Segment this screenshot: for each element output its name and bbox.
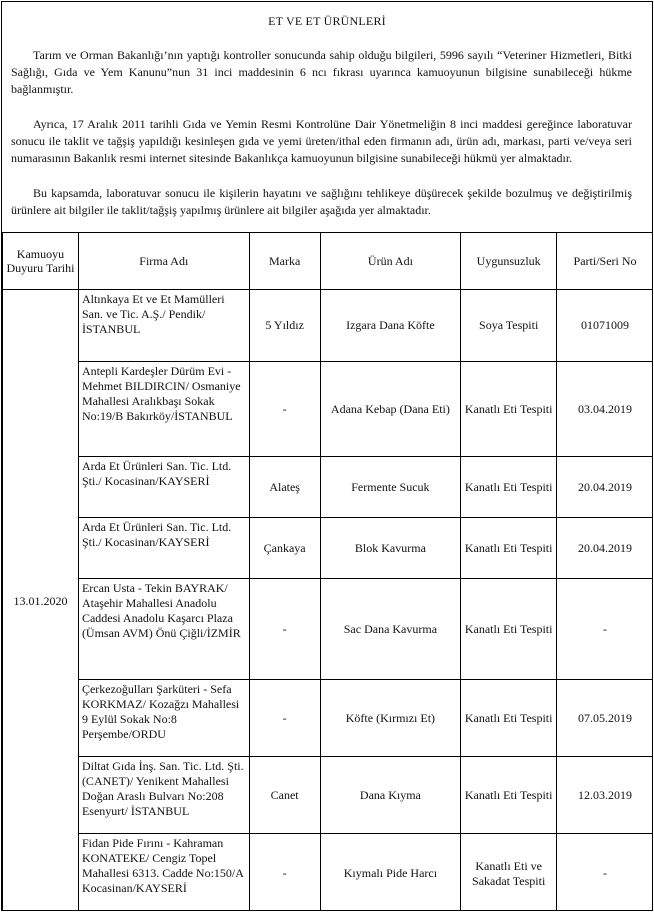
firm-name: Çerkezoğulları Şarküteri - Sefa KORKMAZ/ Kozağzı Mahallesi 9 Eylül Sokak No:8 Perşembe/ORDU — [78, 680, 249, 757]
product-name: Köfte (Kırmızı Et) — [320, 680, 461, 757]
header-issue: Uygunsuzluk — [461, 233, 557, 290]
document-page — [1, 1, 653, 911]
firm-name: Arda Et Ürünleri San. Tic. Ltd. Şti./ Kocasinan/KAYSERİ — [78, 518, 249, 579]
lot-number: 07.05.2019 — [557, 680, 653, 757]
brand: - — [249, 362, 320, 457]
product-name: Sac Dana Kavurma — [320, 579, 461, 680]
product-name: Blok Kavurma — [320, 518, 461, 579]
lot-number: 20.04.2019 — [557, 457, 653, 518]
product-name: Adana Kebap (Dana Eti) — [320, 362, 461, 457]
nonconformity: Kanatlı Eti Tespiti — [461, 757, 557, 834]
nonconformity: Kanatlı Eti Tespiti — [461, 518, 557, 579]
lot-number: - — [557, 579, 653, 680]
table-row — [3, 757, 654, 834]
paragraph-regulation: Ayrıca, 17 Aralık 2011 tarihli Gıda ve Yemin Resmi Kontrolüne Dair Yönetmeliğin 8 inci maddesi gereğince laboratuvar sonucu ile taklit ve tağşiş yapıldığı kesinleşen gıda ve yemi üreten/ithal eden firmanın adı, ürün adı, markası, parti ve/veya seri numarasının Bakanlık resmi internet sitesinde Bakanlıkça kamuoyunun bilgisine sunabileceği hükmü yer almaktadır. — [11, 117, 632, 165]
brand: - — [249, 680, 320, 757]
header-firm: Firma Adı — [78, 233, 249, 290]
document-title: ET VE ET ÜRÜNLERİ — [268, 14, 386, 28]
nonconformity: Kanatlı Eti ve Sakadat Tespiti — [461, 834, 557, 912]
firm-name: Altınkaya Et ve Et Mamülleri San. ve Tic. A.Ş./ Pendik/İSTANBUL — [78, 290, 249, 362]
lot-number: 01071009 — [557, 290, 653, 362]
table-row — [3, 834, 654, 912]
nonconformity: Kanatlı Eti Tespiti — [461, 362, 557, 457]
brand: Çankaya — [249, 518, 320, 579]
brand: - — [249, 834, 320, 912]
firm-name: Ercan Usta - Tekin BAYRAK/ Ataşehir Mahallesi Anadolu Caddesi Anadolu Kaşarcı Plaza (Ümsan AVM) Önü Çiğli/İZMİR — [78, 579, 249, 680]
nonconformity: Kanatlı Eti Tespiti — [461, 680, 557, 757]
products-table — [2, 232, 653, 911]
lot-number: - — [557, 834, 653, 912]
table-row — [3, 680, 654, 757]
paragraph-scope: Bu kapsamda, laboratuvar sonucu ile kişilerin hayatını ve sağlığını tehlikeye düşürecek şekilde bozulmuş ve değiştirilmiş ürünlere ait bilgiler ile taklit/tağşiş yapılmış ürünlere ait bilgiler aşağıda yer almaktadır. — [11, 186, 632, 217]
table-row — [3, 290, 654, 362]
product-name: Fermente Sucuk — [320, 457, 461, 518]
firm-name: Fidan Pide Fırını - Kahraman KONATEKE/ Cengiz Topel Mahallesi 6313. Cadde No:150/A Kocasinan/KAYSERİ — [78, 834, 249, 912]
firm-name: Arda Et Ürünleri San. Tic. Ltd. Şti./ Kocasinan/KAYSERİ — [78, 457, 249, 518]
paragraph-legal-basis: Tarım ve Orman Bakanlığı’nın yaptığı kontroller sonucunda sahip olduğu bilgileri, 5996 sayılı “Veteriner Hizmetleri, Bitki Sağlığı, Gıda ve Yem Kanunu”nun 31 inci maddesinin 6 ncı fıkrası uyarınca kamuoyunun bilgisine sunabileceği hükme bağlanmıştır. — [11, 48, 632, 96]
table-row — [3, 362, 654, 457]
nonconformity: Soya Tespiti — [461, 290, 557, 362]
header-date: Kamuoyu Duyuru Tarihi — [3, 233, 79, 290]
lot-number: 20.04.2019 — [557, 518, 653, 579]
header-product: Ürün Adı — [320, 233, 461, 290]
firm-name: Diltat Gıda İnş. San. Tic. Ltd. Şti. (CANET)/ Yenikent Mahallesi Doğan Araslı Bulvarı No:208 Esenyurt/ İSTANBUL — [78, 757, 249, 834]
lot-number: 12.03.2019 — [557, 757, 653, 834]
product-name: Kıymalı Pide Harcı — [320, 834, 461, 912]
brand: - — [249, 579, 320, 680]
product-name: Izgara Dana Köfte — [320, 290, 461, 362]
table-header-row — [3, 233, 654, 290]
nonconformity: Kanatlı Eti Tespiti — [461, 457, 557, 518]
header-lot: Parti/Seri No — [557, 233, 653, 290]
brand: Canet — [249, 757, 320, 834]
nonconformity: Kanatlı Eti Tespiti — [461, 579, 557, 680]
brand: Alateş — [249, 457, 320, 518]
header-brand: Marka — [249, 233, 320, 290]
brand: 5 Yıldız — [249, 290, 320, 362]
product-name: Dana Kıyma — [320, 757, 461, 834]
table-row — [3, 457, 654, 518]
firm-name: Antepli Kardeşler Dürüm Evi - Mehmet BILDIRCIN/ Osmaniye Mahallesi Aralıkbaşı Sokak No:19/B Bakırköy/İSTANBUL — [78, 362, 249, 457]
announcement-date: 13.01.2020 — [3, 290, 79, 912]
table-row — [3, 579, 654, 680]
lot-number: 03.04.2019 — [557, 362, 653, 457]
table-row — [3, 518, 654, 579]
